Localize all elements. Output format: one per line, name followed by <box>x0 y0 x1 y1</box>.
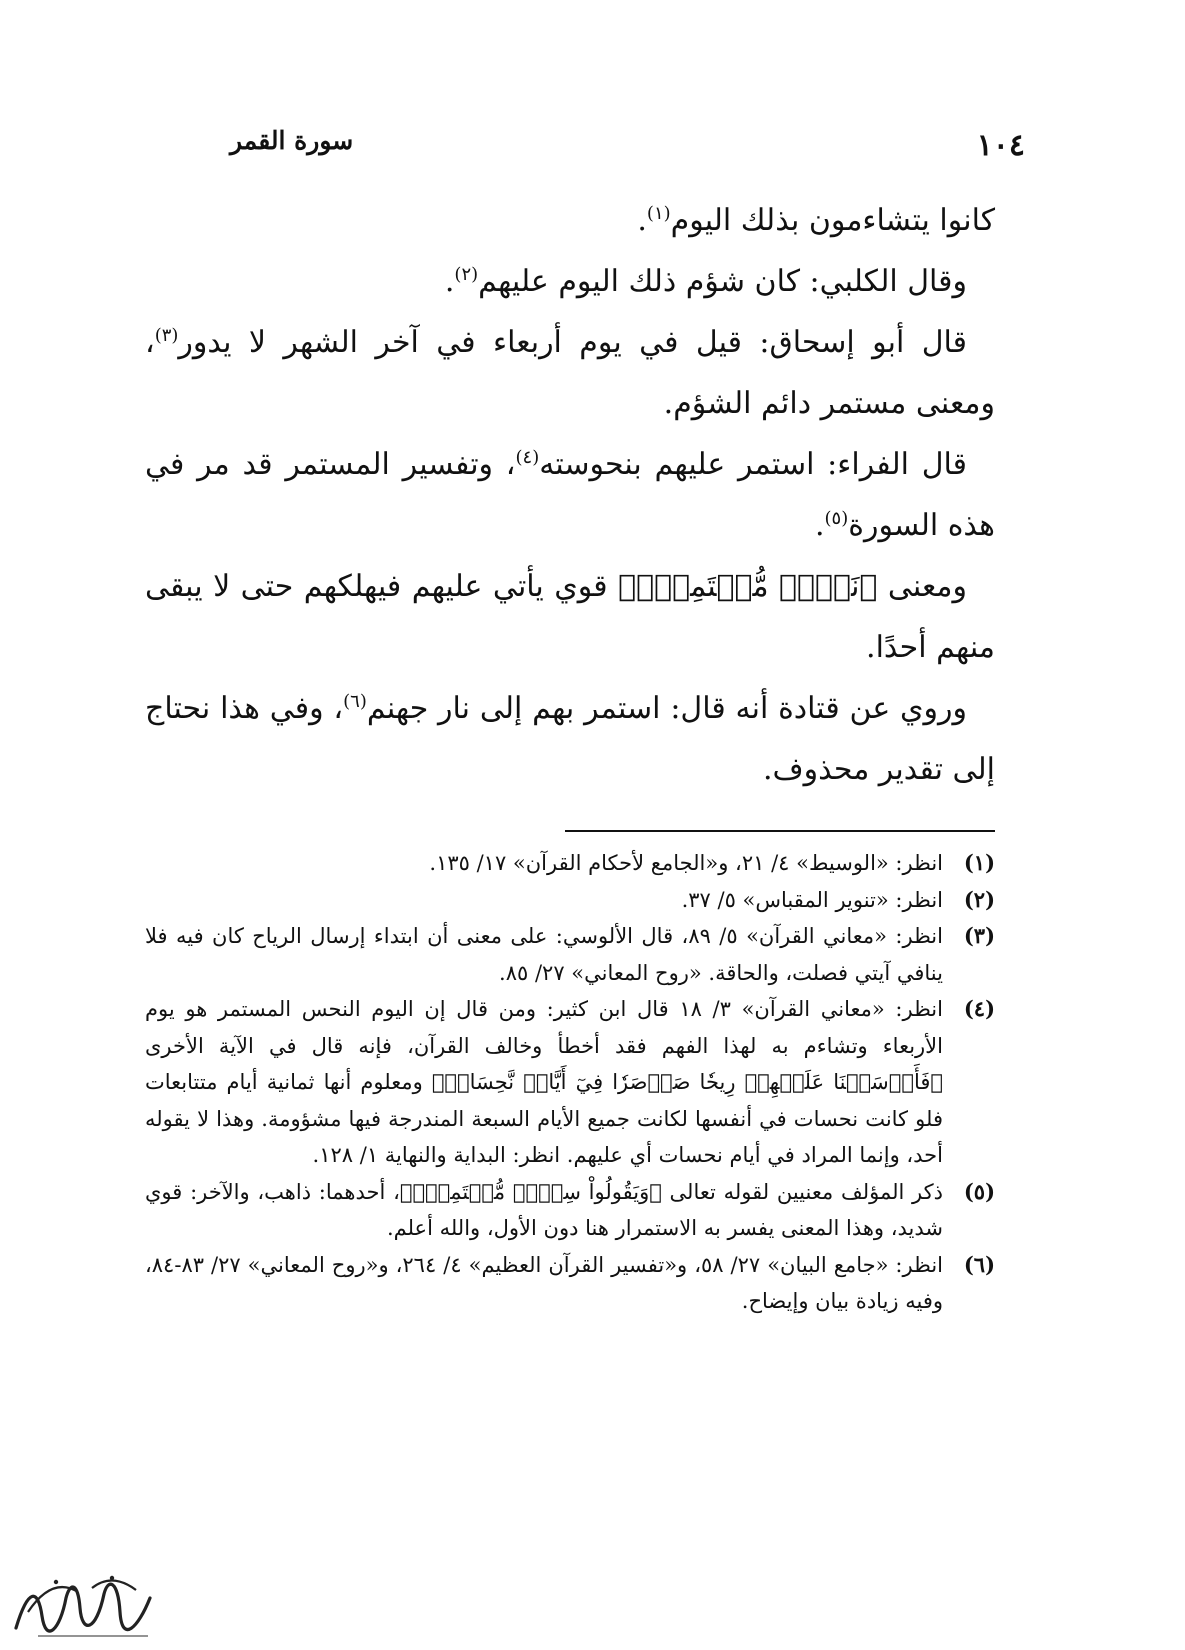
footnote-number: (٣) <box>963 923 995 948</box>
footnotes <box>145 845 995 1320</box>
footnote-ref-6: (٦) <box>343 691 367 712</box>
footnote-5 <box>145 1174 995 1247</box>
footnote-ref-1: (١) <box>646 203 671 224</box>
paragraph-5: ومعنى ﴿نَحۡسٖ مُّسۡتَمِرّٖ﴾ قوي يأتي عليهم فيهلكهم حتى لا يبقى منهم أحدًا. <box>145 569 995 665</box>
footnote-ref-2: (٢) <box>454 264 479 285</box>
paragraph-2: وقال الكلبي: كان شؤم ذلك اليوم عليهم$^{(٢)}$. <box>444 264 967 299</box>
paragraph-3: قال أبو إسحاق: قيل في يوم أربعاء في آخر الشهر لا يدور$^{(٣)}$، ومعنى مستمر دائم الشؤم. <box>145 325 995 421</box>
paragraph-1: كانوا يتشاءمون بذلك اليوم$^{(١)}$. <box>637 203 995 238</box>
footnote-ref-5: (٥) <box>824 508 849 529</box>
paragraph-6: وروي عن قتادة أنه قال: استمر بهم إلى نار جهنم$^{(٦)}$، وفي هذا نحتاج إلى تقدير محذوف. <box>145 691 995 787</box>
footnote-3 <box>145 918 995 991</box>
paragraph-4: قال الفراء: استمر عليهم بنحوسته$^{(٤)}$، وتفسير المستمر قد مر في هذه السورة$^{(٥)}$. <box>145 447 995 543</box>
footnote-number: (٢) <box>963 886 995 912</box>
footnote-text: انظر: «جامع البيان» ٢٧/ ٥٨، و«تفسير القرآن العظيم» ٤/ ٢٦٤، و«روح المعاني» ٢٧/ ٨٣-٨٤، وفيه زيادة بيان وإيضاح. <box>145 1252 943 1313</box>
footnote-text: انظر: «تنوير المقباس» ٥/ ٣٧. <box>681 887 943 912</box>
footnote-ref-3: (٣) <box>154 325 179 346</box>
footnote-number: (٥) <box>963 1178 995 1204</box>
footnote-text: ذكر المؤلف معنيين لقوله تعالى ﴿وَيَقُولُواْ سِحۡرٞ مُّسۡتَمِرّٞ﴾، أحدهما: ذاهب، والآخر: قوي شديد، وهذا المعنى يفسر به الاستمرار هنا دون الأول، والله أعلم. <box>145 1179 943 1240</box>
publisher-logo-icon <box>8 1568 158 1642</box>
page-header <box>150 128 1025 168</box>
footnote-2 <box>145 882 995 919</box>
footnote-1 <box>145 845 995 882</box>
main-text <box>145 190 995 800</box>
page-number: ١٠٤ <box>976 128 1025 163</box>
footnote-number: (١) <box>963 850 995 875</box>
footnote-number: (٤) <box>963 996 995 1021</box>
footnote-6 <box>145 1247 995 1320</box>
footnote-text: انظر: «معاني القرآن» ٣/ ١٨ قال ابن كثير: ومن قال إن اليوم النحس المستمر هو يوم الأربعاء وتشاءم به لهذا الفهم فقد أخطأ وخالف القرآن، فإنه قال في الآية الأخرى ﴿فَأَرۡسَلۡنَا عَلَيۡهِمۡ رِيحٗا صَرۡصَرٗا فِيٓ أَيَّامٖ نَّحِسَاتٖ﴾ ومعلوم أنها ثمانية أيام متتابعات فلو كانت نحسات في أنفسها لكانت جميع الأيام السبعة المندرجة فيها مشؤومة. وهذا لا يقوله أحد، وإنما المراد في أيام نحسات أي عليهم. انظر: البداية والنهاية ١/ ١٢٨. <box>145 997 943 1167</box>
footnote-4 <box>145 991 995 1174</box>
footnote-ref-4: (٤) <box>515 447 540 468</box>
surah-title: سورة القمر <box>230 126 354 155</box>
footnote-divider <box>565 830 995 832</box>
footnote-text: انظر: «معاني القرآن» ٥/ ٨٩، قال الألوسي: على معنى أن ابتداء إرسال الرياح كان فيه فلا ينافي آيتي فصلت، والحاقة. «روح المعاني» ٢٧/ ٨٥. <box>145 924 943 985</box>
footnote-number: (٦) <box>963 1251 995 1277</box>
footnote-text: انظر: «الوسيط» ٤/ ٢١، و«الجامع لأحكام القرآن» ١٧/ ١٣٥. <box>429 851 943 875</box>
